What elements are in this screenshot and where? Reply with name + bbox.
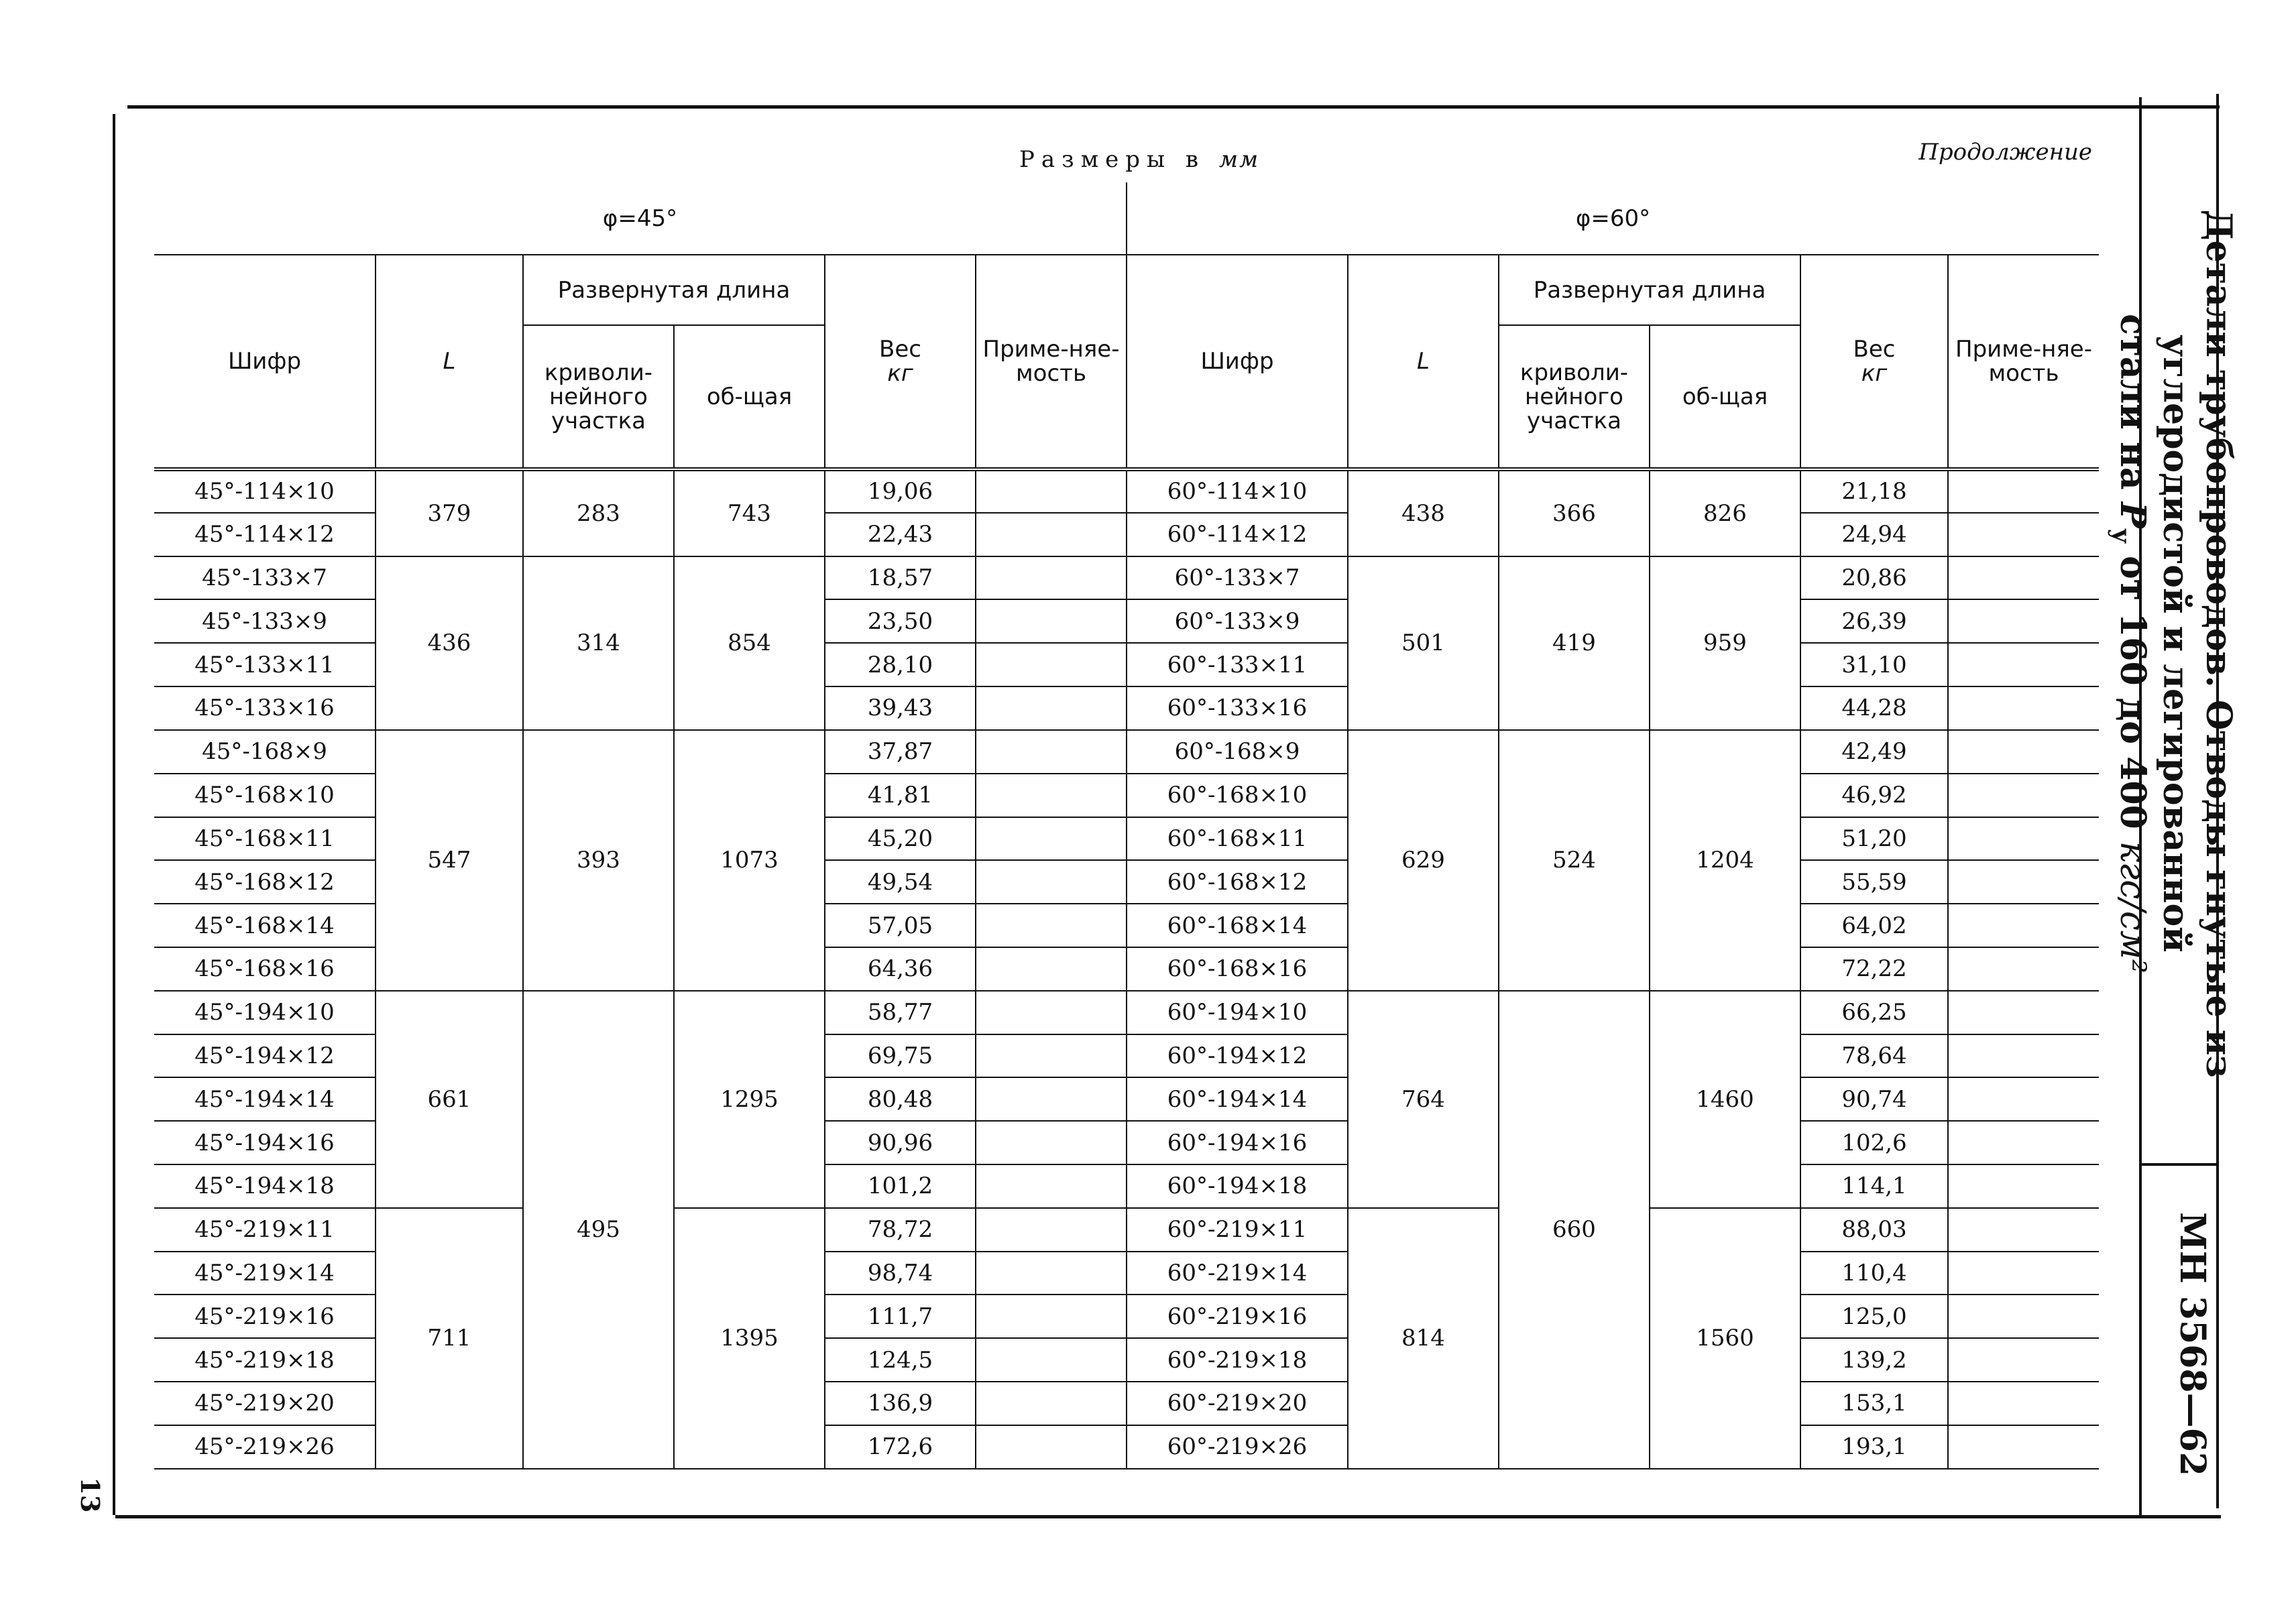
weight-45: 37,87 [825,730,976,774]
total-length-60: 1204 [1650,730,1800,991]
curved-length-60: 366 [1499,469,1650,556]
standard-code: МН 3568—62 [2172,1212,2214,1476]
code-60: 60°-168×16 [1127,947,1348,991]
applicability-60 [1948,469,2099,513]
code-60: 60°-168×9 [1127,730,1348,774]
curved-length-60: 524 [1499,730,1650,991]
applicability-60 [1948,1077,2099,1121]
header-total-60: об-щая [1650,325,1800,469]
weight-60: 90,74 [1800,1077,1948,1121]
code-45: 45°-194×18 [154,1164,376,1208]
code-60: 60°-219×20 [1127,1382,1348,1425]
header-total-45: об-щая [674,325,825,469]
curved-length-45: 495 [523,991,674,1469]
weight-60: 114,1 [1800,1164,1948,1208]
weight-60: 78,64 [1800,1034,1948,1078]
applicability-60 [1948,513,2099,556]
applicability-45 [976,730,1127,774]
length-L-60: 629 [1348,730,1499,991]
weight-45: 19,06 [825,469,976,513]
length-L-45: 661 [376,991,523,1208]
weight-60: 44,28 [1800,686,1948,730]
total-length-60: 959 [1650,556,1800,730]
weight-45: 101,2 [825,1164,976,1208]
weight-60: 51,20 [1800,817,1948,861]
applicability-45 [976,469,1127,513]
code-45: 45°-114×12 [154,513,376,556]
code-45: 45°-168×12 [154,860,376,904]
header-code-60: Шифр [1127,255,1348,469]
weight-60: 102,6 [1800,1121,1948,1164]
applicability-60 [1948,860,2099,904]
applicability-60 [1948,730,2099,774]
applicability-60 [1948,1338,2099,1382]
applicability-45 [976,947,1127,991]
total-length-45: 1073 [674,730,825,991]
total-length-60: 1560 [1650,1208,1800,1469]
code-45: 45°-219×11 [154,1208,376,1252]
weight-45: 124,5 [825,1338,976,1382]
weight-60: 21,18 [1800,469,1948,513]
header-phi60: φ=60° [1127,182,2099,255]
weight-45: 41,81 [825,774,976,817]
header-curved-45: криволи-нейного участка [523,325,674,469]
weight-45: 78,72 [825,1208,976,1252]
weight-45: 111,7 [825,1295,976,1338]
code-45: 45°-168×10 [154,774,376,817]
total-length-45: 1295 [674,991,825,1208]
applicability-60 [1948,1382,2099,1425]
length-L-45: 436 [376,556,523,730]
applicability-45 [976,1164,1127,1208]
applicability-60 [1948,1295,2099,1338]
applicability-60 [1948,556,2099,600]
table-row [154,991,2099,1034]
code-45: 45°-219×18 [154,1338,376,1382]
curved-length-45: 283 [523,469,674,556]
weight-45: 69,75 [825,1034,976,1078]
weight-60: 88,03 [1800,1208,1948,1252]
weight-60: 24,94 [1800,513,1948,556]
applicability-45 [976,643,1127,686]
header-L-60: L [1348,255,1499,469]
code-45: 45°-133×7 [154,556,376,600]
applicability-45 [976,1338,1127,1382]
length-L-60: 764 [1348,991,1499,1208]
weight-45: 172,6 [825,1425,976,1469]
applicability-45 [976,774,1127,817]
weight-60: 193,1 [1800,1425,1948,1469]
applicability-45 [976,599,1127,643]
length-L-60: 501 [1348,556,1499,730]
page-number: 13 [75,1477,106,1513]
bends-table [154,182,2099,1469]
applicability-45 [976,513,1127,556]
weight-60: 26,39 [1800,599,1948,643]
applicability-60 [1948,817,2099,861]
length-L-45: 547 [376,730,523,991]
applicability-45 [976,556,1127,600]
applicability-45 [976,686,1127,730]
code-45: 45°-194×12 [154,1034,376,1078]
weight-60: 31,10 [1800,643,1948,686]
weight-60: 66,25 [1800,991,1948,1034]
total-length-45: 854 [674,556,825,730]
weight-45: 45,20 [825,817,976,861]
applicability-45 [976,1121,1127,1164]
weight-45: 18,57 [825,556,976,600]
weight-45: 80,48 [825,1077,976,1121]
code-60: 60°-194×16 [1127,1121,1348,1164]
code-45: 45°-219×16 [154,1295,376,1338]
code-60: 60°-133×9 [1127,599,1348,643]
frame-top-line [127,105,2220,109]
applicability-45 [976,860,1127,904]
total-length-60: 1460 [1650,991,1800,1208]
applicability-60 [1948,991,2099,1034]
applicability-45 [976,1077,1127,1121]
code-60: 60°-219×14 [1127,1252,1348,1295]
code-45: 45°-194×14 [154,1077,376,1121]
weight-60: 125,0 [1800,1295,1948,1338]
applicability-45 [976,1208,1127,1252]
total-length-45: 1395 [674,1208,825,1469]
weight-45: 58,77 [825,991,976,1034]
code-60: 60°-114×10 [1127,469,1348,513]
code-45: 45°-133×9 [154,599,376,643]
applicability-45 [976,1382,1127,1425]
applicability-60 [1948,686,2099,730]
code-60: 60°-133×11 [1127,643,1348,686]
length-L-60: 438 [1348,469,1499,556]
code-60: 60°-168×12 [1127,860,1348,904]
header-unrolled-45: Развернутая длина [523,255,825,325]
length-L-45: 379 [376,469,523,556]
continuation-label: Продолжение [1918,139,2092,166]
header-applicability-45: Приме-няе-мость [976,255,1127,469]
header-phi45: φ=45° [154,182,1127,255]
weight-60: 20,86 [1800,556,1948,600]
frame-left-line [113,114,115,1515]
header-L-45: L [376,255,523,469]
weight-45: 22,43 [825,513,976,556]
code-60: 60°-168×14 [1127,904,1348,947]
code-45: 45°-168×11 [154,817,376,861]
code-60: 60°-133×7 [1127,556,1348,600]
header-weight-45: Вес кг [825,255,976,469]
table-row [154,556,2099,600]
curved-length-45: 314 [523,556,674,730]
weight-60: 110,4 [1800,1252,1948,1295]
length-L-45: 711 [376,1208,523,1469]
curved-length-45: 393 [523,730,674,991]
code-45: 45°-133×11 [154,643,376,686]
weight-60: 46,92 [1800,774,1948,817]
dimensions-caption: Размеры в мм [1019,146,1260,173]
weight-60: 72,22 [1800,947,1948,991]
table-row [154,1208,2099,1252]
code-45: 45°-219×26 [154,1425,376,1469]
table-row [154,469,2099,513]
applicability-45 [976,817,1127,861]
code-45: 45°-194×16 [154,1121,376,1164]
code-60: 60°-194×14 [1127,1077,1348,1121]
code-45: 45°-168×14 [154,904,376,947]
code-45: 45°-168×16 [154,947,376,991]
curved-length-60: 419 [1499,556,1650,730]
applicability-45 [976,991,1127,1034]
table-row [154,730,2099,774]
applicability-45 [976,1425,1127,1469]
code-60: 60°-194×12 [1127,1034,1348,1078]
weight-45: 28,10 [825,643,976,686]
applicability-60 [1948,643,2099,686]
applicability-60 [1948,1164,2099,1208]
weight-45: 49,54 [825,860,976,904]
applicability-60 [1948,947,2099,991]
code-45: 45°-114×10 [154,469,376,513]
code-60: 60°-194×10 [1127,991,1348,1034]
weight-60: 139,2 [1800,1338,1948,1382]
weight-45: 98,74 [825,1252,976,1295]
applicability-60 [1948,1425,2099,1469]
code-45: 45°-194×10 [154,991,376,1034]
code-60: 60°-219×16 [1127,1295,1348,1338]
length-L-60: 814 [1348,1208,1499,1469]
code-60: 60°-219×26 [1127,1425,1348,1469]
applicability-45 [976,1295,1127,1338]
code-60: 60°-114×12 [1127,513,1348,556]
total-length-60: 826 [1650,469,1800,556]
document-side-title: Детали трубопроводов. Отводы гнутые из углеродистой и легированной стали на $P_у$ от 160 до 400 кгс/см² [2107,209,2239,1078]
code-60: 60°-219×18 [1127,1338,1348,1382]
weight-60: 42,49 [1800,730,1948,774]
curved-length-60: 660 [1499,991,1650,1469]
code-60: 60°-168×11 [1127,817,1348,861]
weight-45: 64,36 [825,947,976,991]
code-45: 45°-133×16 [154,686,376,730]
applicability-60 [1948,1121,2099,1164]
applicability-45 [976,904,1127,947]
weight-45: 57,05 [825,904,976,947]
code-60: 60°-133×16 [1127,686,1348,730]
weight-45: 39,43 [825,686,976,730]
header-unrolled-60: Развернутая длина [1499,255,1800,325]
header-weight-60: Вес кг [1800,255,1948,469]
code-60: 60°-219×11 [1127,1208,1348,1252]
applicability-60 [1948,1034,2099,1078]
weight-45: 136,9 [825,1382,976,1425]
applicability-60 [1948,599,2099,643]
weight-45: 23,50 [825,599,976,643]
code-60: 60°-168×10 [1127,774,1348,817]
applicability-60 [1948,904,2099,947]
applicability-60 [1948,1252,2099,1295]
table-body [154,469,2099,1469]
frame-bottom-line [115,1515,2221,1518]
header-applicability-60: Приме-няе-мость [1948,255,2099,469]
applicability-60 [1948,1208,2099,1252]
code-45: 45°-168×9 [154,730,376,774]
weight-45: 90,96 [825,1121,976,1164]
header-curved-60: криволи-нейного участка [1499,325,1650,469]
weight-60: 64,02 [1800,904,1948,947]
applicability-45 [976,1034,1127,1078]
applicability-60 [1948,774,2099,817]
code-60: 60°-194×18 [1127,1164,1348,1208]
total-length-45: 743 [674,469,825,556]
header-code-45: Шифр [154,255,376,469]
code-45: 45°-219×20 [154,1382,376,1425]
weight-60: 153,1 [1800,1382,1948,1425]
code-45: 45°-219×14 [154,1252,376,1295]
applicability-45 [976,1252,1127,1295]
weight-60: 55,59 [1800,860,1948,904]
